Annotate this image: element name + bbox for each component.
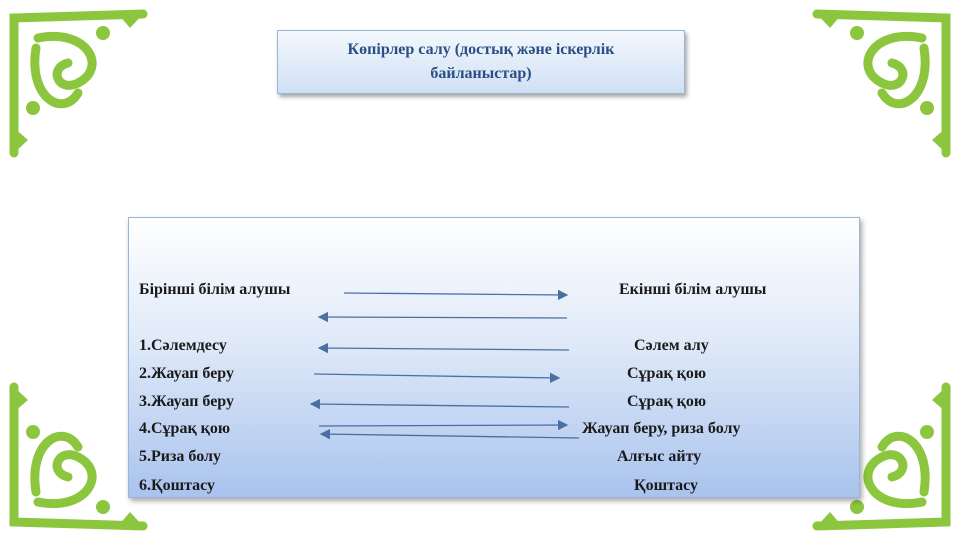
corner-ornament-top-left: [8, 8, 148, 158]
row-right-5: Алғыс айту: [617, 448, 702, 465]
row-left-3: 3.Жауап беру: [139, 393, 234, 410]
row-right-3: Сұрақ қою: [627, 393, 707, 410]
row-left-4: 4.Сұрақ қою: [139, 420, 231, 437]
arrow-right-3: [314, 374, 559, 378]
arrow-left-1: [319, 317, 567, 318]
arrow-left-2: [319, 348, 569, 350]
arrow-left-6: [321, 434, 579, 438]
right-header: Екінші білім алушы: [619, 281, 767, 298]
row-left-6: 6.Қоштасу: [139, 477, 216, 494]
dialogue-box: [128, 217, 860, 498]
corner-ornament-bottom-left: [8, 382, 148, 532]
arrows-layer: [129, 218, 861, 499]
row-right-4: Жауап беру, риза болу: [582, 420, 741, 437]
row-left-1: 1.Сәлемдесу: [139, 337, 227, 354]
slide-title: Көпірлер салу (достық және іскерлік байланыстар): [347, 41, 615, 82]
row-right-2: Сұрақ қою: [627, 365, 707, 382]
row-right-6: Қоштасу: [634, 477, 699, 494]
row-right-1: Сәлем алу: [634, 337, 709, 354]
arrow-left-4: [311, 404, 569, 407]
arrow-right-header: [344, 293, 567, 295]
row-left-5: 5.Риза болу: [139, 448, 221, 465]
title-box: [277, 30, 685, 94]
corner-ornament-top-right: [812, 8, 952, 158]
left-header: Бірінші білім алушы: [139, 281, 291, 298]
row-left-2: 2.Жауап беру: [139, 365, 234, 382]
arrow-right-5: [319, 425, 567, 426]
